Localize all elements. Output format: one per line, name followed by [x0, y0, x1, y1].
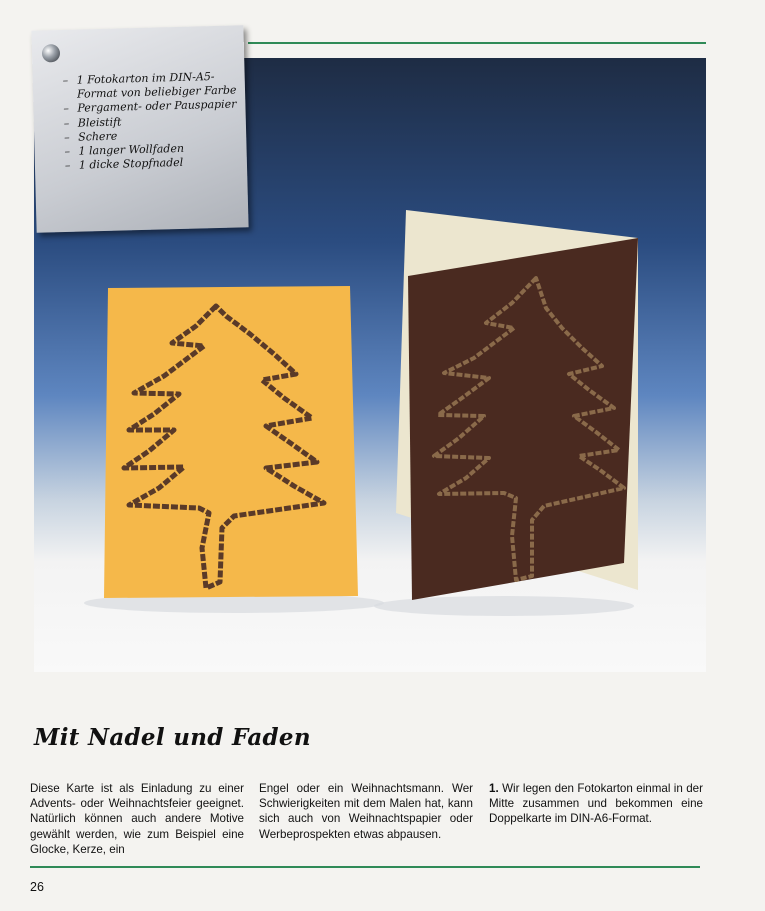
materials-item: – Schere [64, 126, 240, 145]
body-column-2: Engel oder ein Weihnachtsmann. Wer Schwierigkeiten mit dem Malen hat, kann sich auch von Weihnachtspapier oder Werbeprospekten etwas abpausen. [259, 782, 473, 841]
materials-item: – 1 Fotokarton im DIN-A5-Format von beliebiger Farbe [63, 69, 240, 102]
bottom-rule [30, 866, 700, 868]
materials-item: – Pergament- oder Pauspapier [63, 98, 239, 117]
pin-icon [42, 44, 60, 62]
headline: Mit Nadel und Faden [34, 724, 311, 751]
page-number: 26 [30, 880, 44, 894]
body-column-3 [489, 781, 703, 827]
materials-item: – 1 langer Wollfaden [64, 140, 240, 159]
step-number: 1. [489, 782, 499, 795]
materials-item: – Bleistift [64, 112, 240, 131]
materials-list [63, 69, 242, 173]
yellow-card [104, 286, 358, 598]
step-text: Wir legen den Fotokarton einmal in der Mitte zusammen und bekommen eine Doppelkarte im DIN-A6-Format. [489, 782, 703, 826]
top-rule [248, 42, 706, 44]
body-column-1: Diese Karte ist als Einladung zu einer Advents- oder Weihnachtsfeier geeignet. Natürlich können auch andere Motive gewählt werden, wie zum Beispiel eine Glocke, Kerze, ein [30, 782, 244, 856]
materials-item: – 1 dicke Stopfnadel [65, 155, 241, 174]
materials-note [31, 25, 248, 232]
